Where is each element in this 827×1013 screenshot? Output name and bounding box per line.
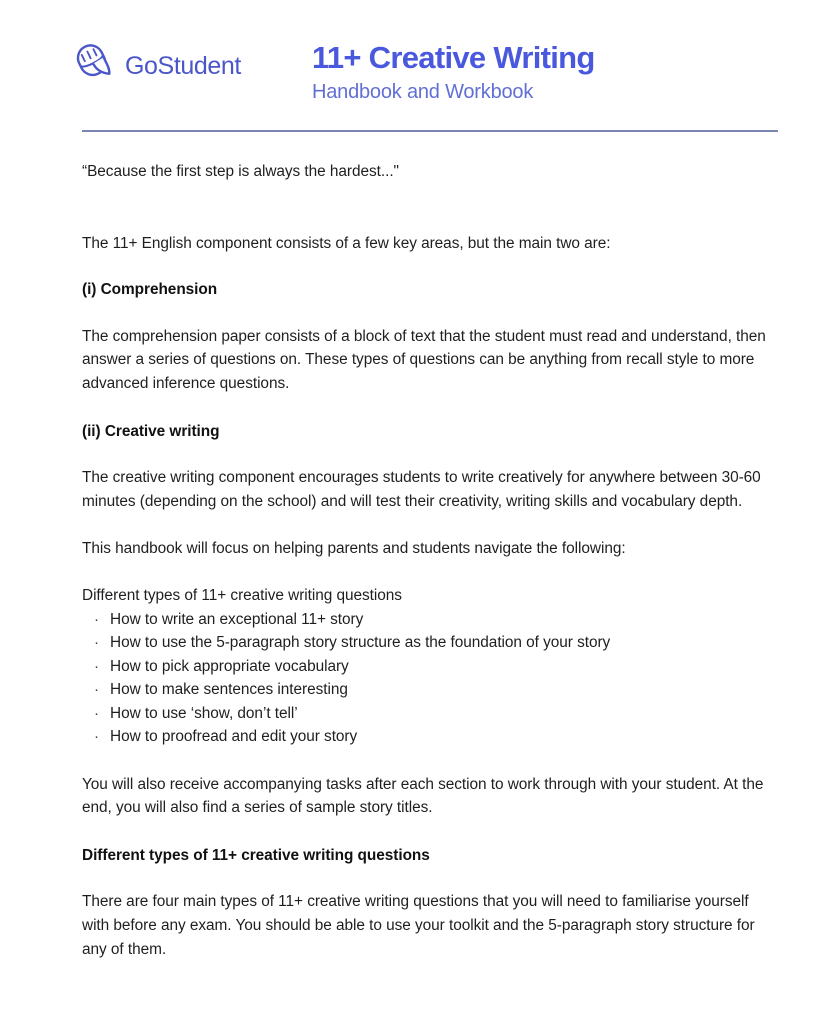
title-block (312, 40, 595, 104)
closing-paragraph: There are four main types of 11+ creative writing questions that you will need to familiarise yourself with before any exam. You should be able to use your toolkit and the 5-paragraph story structure for any of them. (82, 893, 755, 958)
intro-paragraph: The 11+ English component consists of a few key areas, but the main two are: (82, 234, 611, 252)
bullet-icon: · (94, 704, 99, 722)
section-text-comprehension: The comprehension paper consists of a block of text that the student must read and understand, then answer a series of questions on. These types of questions can be anything from recall style to more advanced inference questions. (82, 327, 766, 392)
list-item (82, 702, 772, 726)
focus-intro-paragraph: This handbook will focus on helping parents and students navigate the following: (82, 540, 626, 558)
list-item (82, 608, 772, 632)
spacer (82, 513, 772, 537)
brand-lockup (72, 42, 241, 90)
list-title: Different types of 11+ creative writing questions (82, 586, 402, 604)
bullet-icon: · (94, 657, 99, 675)
bullet-icon: · (94, 610, 99, 628)
list-item-label: How to write an exceptional 11+ story (110, 610, 364, 628)
list-item (82, 725, 772, 749)
list-item (82, 655, 772, 679)
document-header (0, 0, 827, 130)
list-item-label: How to make sentences interesting (110, 681, 348, 699)
spacer (82, 561, 772, 584)
bullet-icon: · (94, 728, 99, 746)
list-item (82, 678, 772, 702)
gostudent-pen-logo-icon (72, 42, 116, 90)
header-divider (82, 130, 778, 132)
section-text-creative-writing: The creative writing component encourages students to write creatively for anywhere between 30-60 minutes (depending on the school) and will test their creativity, writing skills and vocabulary depth. (82, 469, 761, 510)
section-heading-creative-writing: (ii) Creative writing (82, 422, 220, 440)
document-body (82, 160, 772, 961)
spacer (82, 820, 772, 844)
list-item-label: How to pick appropriate vocabulary (110, 657, 349, 675)
page-subtitle: Handbook and Workbook (312, 80, 534, 103)
tasks-note-paragraph: You will also receive accompanying tasks after each section to work through with your student. At the end, you will also find a series of sample story titles. (82, 775, 764, 817)
spacer (82, 255, 772, 278)
list-item-label: How to use ‘show, don’t tell’ (110, 704, 298, 722)
spacer (82, 443, 772, 466)
spacer (82, 302, 772, 325)
section-heading-question-types: Different types of 11+ creative writing questions (82, 846, 430, 864)
bullet-icon: · (94, 634, 99, 652)
bullet-icon: · (94, 681, 99, 699)
list-item-label: How to proofread and edit your story (110, 728, 358, 746)
list-item-label: How to use the 5-paragraph story structure as the foundation of your story (110, 634, 611, 652)
epigraph-quote: “Because the first step is always the hardest..." (82, 163, 399, 180)
section-heading-comprehension: (i) Comprehension (82, 281, 218, 299)
spacer (82, 184, 772, 232)
list-item (82, 631, 772, 655)
page-title: 11+ Creative Writing (312, 40, 595, 75)
topics-list (82, 608, 772, 749)
spacer (82, 396, 772, 420)
spacer (82, 867, 772, 890)
brand-name: GoStudent (125, 51, 241, 80)
spacer (82, 749, 772, 773)
